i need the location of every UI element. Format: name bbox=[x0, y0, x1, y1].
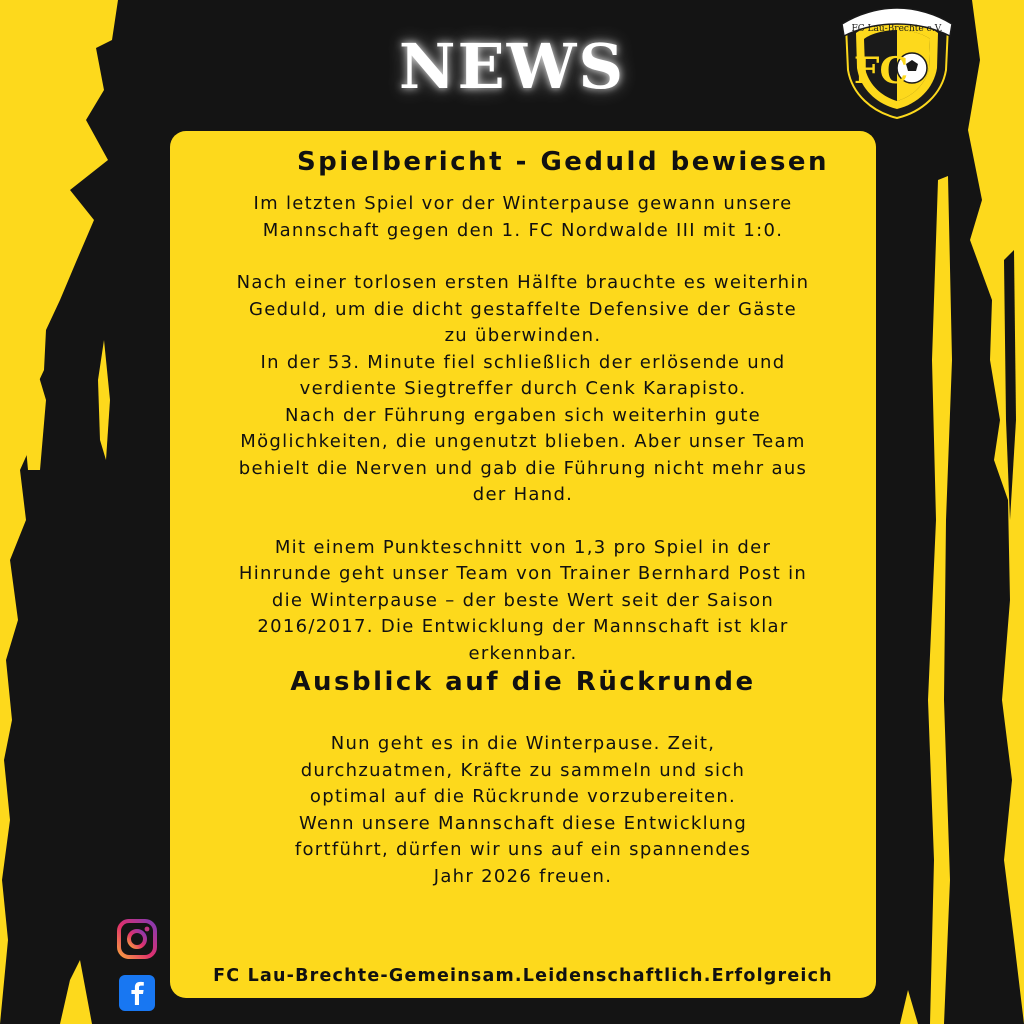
text-line: 2016/2017. Die Entwicklung der Mannschaft ist klar bbox=[257, 616, 789, 637]
facebook-icon[interactable] bbox=[119, 975, 155, 1011]
text-line: verdiente Siegtreffer durch Cenk Karapisto. bbox=[299, 378, 747, 399]
text-line: Nun geht es in die Winterpause. Zeit, bbox=[330, 733, 716, 754]
text-line: Wenn unsere Mannschaft diese Entwicklung bbox=[298, 812, 748, 834]
text-line: Hinrunde geht unser Team von Trainer Bernhard Post in bbox=[238, 563, 808, 584]
text-line: die Winterpause – der beste Wert seit der Saison bbox=[271, 589, 775, 611]
report-heading: Spielbericht - Geduld bewiesen bbox=[296, 147, 830, 177]
text-line: Im letzten Spiel vor der Winterpause gewann unsere bbox=[253, 193, 793, 214]
text-line: durchzuatmen, Kräfte zu sammeln und sich bbox=[300, 759, 746, 781]
text-line: In der 53. Minute fiel schließlich der erlösende und bbox=[260, 351, 786, 373]
club-crest-logo bbox=[838, 8, 956, 120]
instagram-icon[interactable] bbox=[116, 918, 158, 960]
text-line: Möglichkeiten, die ungenutzt blieben. Aber unser Team bbox=[240, 431, 806, 452]
report-paragraph-summary bbox=[188, 535, 858, 668]
text-line: Geduld, um die dicht gestaffelte Defensive der Gäste bbox=[249, 298, 797, 320]
text-line: fortführt, dürfen wir uns auf ein spannendes bbox=[294, 839, 752, 860]
text-line: optimal auf die Rückrunde vorzubereiten. bbox=[309, 786, 737, 807]
text-line: Nach einer torlosen ersten Hälfte brauchte es weiterhin bbox=[236, 272, 810, 293]
text-line: Mannschaft gegen den 1. FC Nordwalde III mit 1:0. bbox=[262, 219, 784, 241]
crest-club-name: FC Lau-Brechte e.V. bbox=[851, 24, 943, 34]
text-line: der Hand. bbox=[472, 484, 574, 505]
text-line: zu überwinden. bbox=[444, 325, 602, 346]
report-paragraph-2 bbox=[188, 270, 858, 509]
outlook-paragraph bbox=[188, 731, 858, 890]
news-title: NEWS bbox=[398, 30, 626, 103]
news-card bbox=[170, 131, 876, 998]
club-slogan: FC Lau-Brechte-Gemeinsam.Leidenschaftlich.Erfolgreich bbox=[213, 966, 833, 986]
text-line: erkennbar. bbox=[468, 642, 578, 664]
crest-monogram: FC bbox=[853, 50, 909, 92]
text-line: Mit einem Punkteschnitt von 1,3 pro Spiel in der bbox=[274, 536, 772, 558]
text-line: Nach der Führung ergaben sich weiterhin gute bbox=[284, 404, 762, 426]
text-line: Jahr 2026 freuen. bbox=[433, 865, 613, 887]
text-line: behielt die Nerven und gab die Führung nicht mehr aus bbox=[238, 457, 808, 479]
outlook-heading: Ausblick auf die Rückrunde bbox=[290, 667, 756, 697]
report-paragraph-1 bbox=[188, 191, 858, 244]
